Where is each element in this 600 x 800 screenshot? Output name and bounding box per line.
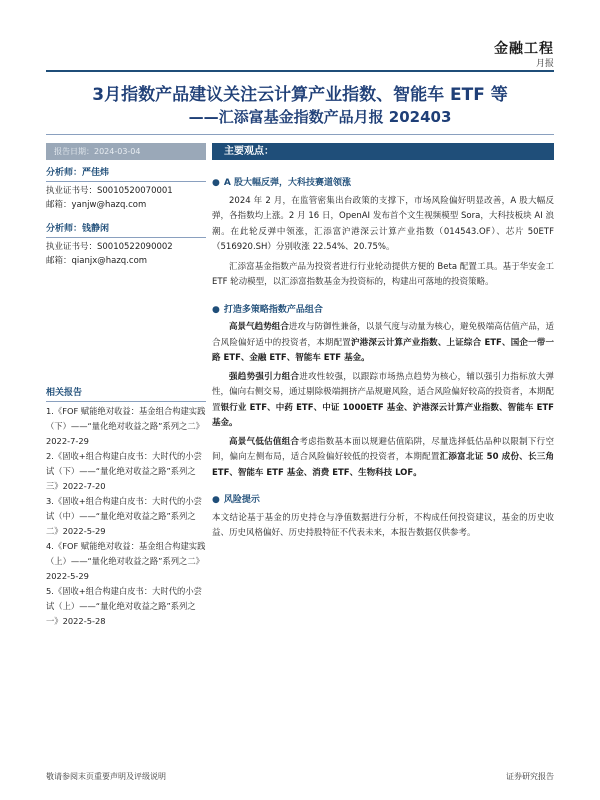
strategy-name: 高景气趋势组合: [229, 322, 289, 332]
divider: [46, 181, 206, 182]
related-report-link[interactable]: 5.《固收+组合构建白皮书：大时代的小尝试（上）——“量化绝对收益之路”系列之一》2022-5-28: [46, 586, 202, 626]
main-points-heading: 主要观点：: [212, 143, 554, 160]
report-category: 金融工程: [494, 41, 554, 57]
title-divider: [46, 134, 554, 135]
footer-disclaimer: 敬请参阅末页重要声明及评级说明: [46, 772, 166, 781]
section-heading: ● 打造多策略指数产品组合: [212, 304, 323, 315]
bullet-icon: ●: [212, 304, 220, 315]
section-heading: ● A 股大幅反弹，大科技赛道领涨: [212, 178, 351, 188]
risk-disclaimer: 本文结论基于基金的历史持仓与净值数据进行分析，不构成任何投资建议，基金的历史收益、历史风格偏好、历史持股特征不代表未来，本报告数据仅供参考。: [212, 512, 554, 538]
related-report-link[interactable]: 2.《固收+组合构建白皮书：大时代的小尝试（下）——“量化绝对收益之路”系列之三》2022-7-20: [46, 451, 202, 491]
analyst-block: [46, 222, 206, 268]
report-subtitle: ——汇添富基金指数产品月报 202403: [188, 108, 452, 126]
analyst-name: 分析师：钱静闲: [46, 224, 110, 234]
bullet-icon: ●: [212, 495, 220, 505]
section-heading: ● 风险提示: [212, 495, 260, 505]
left-sidebar: [46, 166, 206, 629]
report-title: 3月指数产品建议关注云计算产业指数、智能车 ETF 等: [92, 85, 508, 105]
strategy-holdings: 汇添富北证 50 成份、长三角 ETF、智能车 ETF 基金、消费 ETF、生物科技 LOF。: [212, 452, 554, 478]
related-report-link[interactable]: 3.《固收+组合构建白皮书：大时代的小尝试（中）——“量化绝对收益之路”系列之二》2022-5-29: [46, 496, 202, 536]
paragraph: 高景气低估值组合考虑指数基本面以规避估值陷阱，尽量选择低估品种以限制下行空间，偏向左侧布局，适合风险偏好较低的投资者，本期配置汇添富北证 50 成份、长三角 ETF、智能车 ETF 基金、消费 ETF、生物科技 LOF。: [212, 436, 554, 478]
analyst-block: [46, 166, 206, 212]
footer-label: 证券研究报告: [506, 772, 554, 781]
strategy-name: 高景气低估值组合: [229, 436, 300, 447]
analyst-email[interactable]: 邮箱：yanjw@hazq.com: [46, 200, 147, 210]
paragraph: 高景气趋势组合进攻与防御性兼备，以景气度与动量为核心，避免极端高估值产品，适合风险偏好适中的投资者，本期配置沪港深云计算产业指数、上证综合 ETF、国企一带一路 ETF、金融 ETF、智能车 ETF 基金。: [212, 322, 554, 363]
analyst-name: 分析师：严佳炜: [46, 168, 110, 178]
report-date: 报告日期：2024-03-04: [46, 143, 206, 160]
paragraph: 汇添富基金指数产品为投资者进行行业轮动提供方便的 Beta 配置工具。基于华安金工 ETF 轮动模型，以汇添富指数基金为投资标的，构建出可落地的投资策略。: [212, 261, 554, 287]
bullet-icon: ●: [212, 178, 220, 188]
analyst-cert: 执业证书号：S0010520070001: [46, 186, 173, 196]
strategy-holdings: 沪港深云计算产业指数、上证综合 ETF、国企一带一路 ETF、金融 ETF、智能车 ETF 基金。: [212, 337, 554, 363]
analyst-cert: 执业证书号：S0010522090002: [46, 242, 173, 252]
paragraph: 强趋势强引力组合进攻性较强，以跟踪市场热点趋势为核心，辅以强引力指标放大弹性，偏向右侧交易，通过剔除极端拥挤产品规避风险，适合风险偏好较高的投资者，本期配置银行业 ETF、中药 ETF、中证 1000ETF 基金、沪港深云计算产业指数、智能车 ETF 基金。: [212, 371, 554, 428]
paragraph: 2024 年 2 月，在监管密集出台政策的支撑下，市场风险偏好明显改善，A 股大幅反弹，各指数均上涨。2 月 16 日，OpenAI 发布首个文生视频模型 Sora，大科技板块 AI 浪潮。在此轮反弹中领涨，汇添富沪港深云计算产业指数（014543.OF）、芯片 50ETF（516920.SH）分别收涨 22.54%、20.75%。: [212, 195, 554, 252]
related-report-link[interactable]: 4.《FOF 赋能绝对收益：基金组合构建实践（上）——“量化绝对收益之路”系列之二》2022-5-29: [46, 541, 206, 581]
header-divider: [46, 70, 554, 72]
strategy-name: 强趋势强引力组合: [229, 371, 300, 382]
related-reports-title: 相关报告: [46, 388, 83, 398]
strategy-holdings: 银行业 ETF、中药 ETF、中证 1000ETF 基金、沪港深云计算产业指数、智能车 ETF 基金。: [212, 402, 554, 428]
divider: [46, 401, 206, 402]
report-type: 月报: [535, 59, 554, 69]
main-content: [212, 176, 554, 542]
analyst-email[interactable]: 邮箱：qianjx@hazq.com: [46, 256, 148, 266]
related-report-link[interactable]: 1.《FOF 赋能绝对收益：基金组合构建实践（下）——“量化绝对收益之路”系列之二》2022-7-29: [46, 406, 206, 446]
divider: [46, 237, 206, 238]
